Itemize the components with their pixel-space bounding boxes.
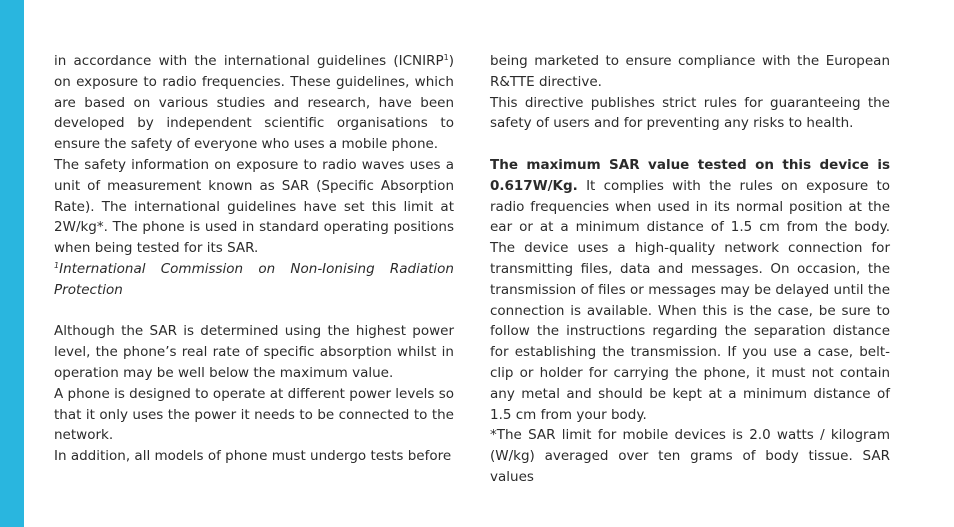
paragraph-power-levels: A phone is designed to operate at different power levels so that it only uses the power it needs to be connected to the network. [54, 385, 455, 444]
paragraph-text: in accordance with the international guidelines (ICNIRP [54, 53, 444, 69]
paragraph-sar-power-level: Although the SAR is determined using the highest power level, the phone’s real rate of specific absorption whilst in operation may be well below the maximum value. [54, 323, 454, 381]
max-sar-statement: The maximum SAR value tested on this device is 0.617W/Kg. [490, 156, 890, 194]
left-column [54, 51, 454, 467]
paragraph-text: It complies with the rules on exposure to radio frequencies when used in its normal position at the ear or at a minimum distance of 1.5 cm from the body. The device uses a high-quality network connection for transmitting files, data and messages. On occasion, the transmission of files or messages may be delayed until the connection is available. When this is the case, be sure to follow the instructions regarding the separation distance for establishing the transmission. If you use a case, belt-clip or holder for carrying the phone, it must not contain any metal and should be kept at a minimum distance of 1.5 cm from your body. [490, 177, 890, 423]
paragraph-icnirp [54, 51, 454, 155]
paragraph-directive: This directive publishes strict rules for guaranteeing the safety of users and for preventing any risks to health. [490, 94, 890, 132]
paragraph-sar-info: The safety information on exposure to radio waves uses a unit of measurement known as SAR (Specific Absorption Rate). The international guidelines have set this limit at 2W/kg*. The phone is used in standard operating positions when being tested for its SAR. [54, 156, 454, 257]
footnote [54, 259, 454, 301]
paragraph-text: ) on exposure to radio frequencies. These guidelines, which are based on various studies and research, have been developed by independent scientific organisations to ensure the safety of everyone who uses a mobile phone. [54, 53, 454, 153]
paragraph-rtte: being marketed to ensure compliance with the European R&TTE directive. [490, 53, 890, 90]
paragraph-max-sar [490, 155, 890, 425]
right-column [490, 51, 890, 488]
footnote-marker: 1 [54, 260, 60, 270]
footnote-ref: 1 [443, 53, 449, 62]
accent-sidebar-bar [0, 0, 24, 527]
paragraph-tests: In addition, all models of phone must undergo tests before [54, 448, 452, 465]
footnote-text: International Commission on Non-Ionising Radiation Protection [54, 260, 454, 298]
paragraph-sar-limit: *The SAR limit for mobile devices is 2.0 watts / kilogram (W/kg) averaged over ten grams of body tissue. SAR values [490, 427, 890, 485]
